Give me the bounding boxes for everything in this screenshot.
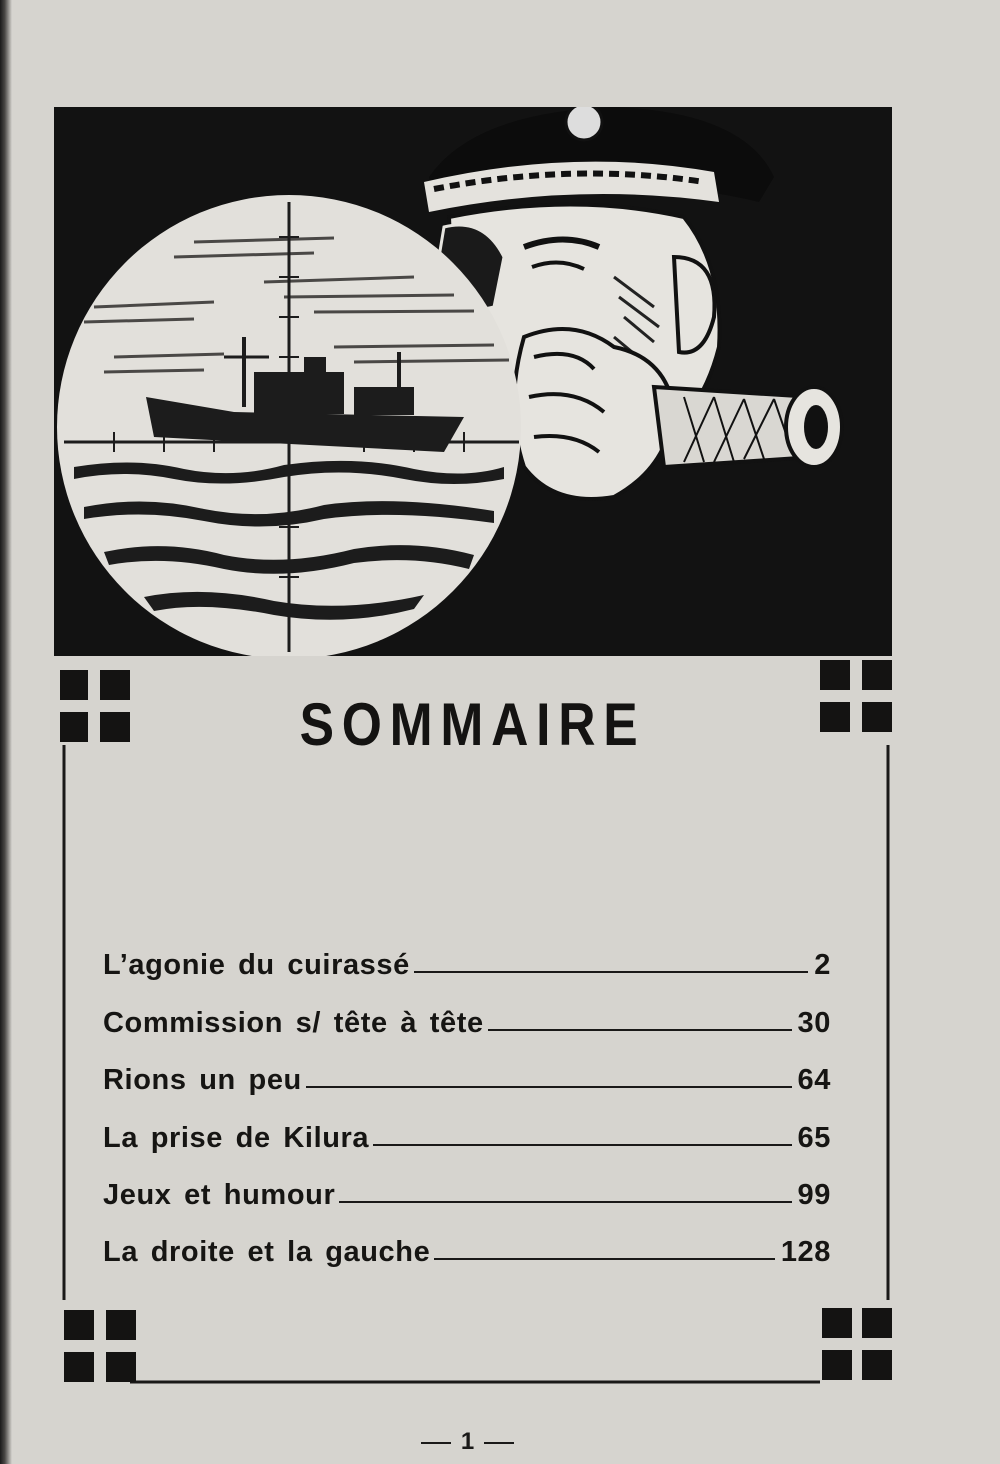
page-edge <box>0 0 12 1464</box>
toc-entry <box>103 1097 831 1154</box>
toc-entry <box>103 1212 831 1269</box>
toc-entry-title: La droite et la gauche <box>103 1236 431 1269</box>
toc-leader-line <box>339 1201 791 1203</box>
toc-leader-line <box>373 1144 791 1146</box>
periscope-view-icon <box>57 195 521 656</box>
cover-illustration <box>54 107 892 656</box>
toc-leader-line <box>414 971 808 973</box>
folio-dash <box>484 1442 514 1444</box>
toc-entry-page: 65 <box>797 1121 831 1154</box>
toc-leader-line <box>488 1029 792 1031</box>
cross-ornament-icon <box>64 1310 136 1382</box>
toc-leader-line <box>306 1086 792 1088</box>
toc-entry-page: 30 <box>797 1006 831 1039</box>
toc-entry-title: Rions un peu <box>103 1064 302 1097</box>
toc-entry-page: 99 <box>797 1178 831 1211</box>
toc-entry <box>103 925 831 982</box>
toc-entry-title: La prise de Kilura <box>103 1121 370 1154</box>
page-number <box>0 1428 935 1456</box>
toc-entry-title: Jeux et humour <box>103 1178 336 1211</box>
toc-entry-page: 128 <box>780 1236 831 1269</box>
toc-leader-line <box>434 1258 774 1260</box>
page-number-value: 1 <box>460 1428 475 1455</box>
toc-entry-page: 2 <box>814 949 831 982</box>
folio-dash <box>421 1442 451 1444</box>
toc-entry <box>103 1040 831 1097</box>
toc-entry <box>103 982 831 1039</box>
toc-entry-page: 64 <box>797 1064 831 1097</box>
periscope-illustration-icon <box>54 107 892 656</box>
table-of-contents <box>103 925 831 1269</box>
cross-ornament-icon <box>822 1308 892 1380</box>
page-title: SOMMAIRE <box>299 691 646 758</box>
toc-entry-title: Commission s/ tête à tête <box>103 1006 484 1039</box>
toc-entry <box>103 1155 831 1212</box>
toc-entry-title: L’agonie du cuirassé <box>103 949 410 982</box>
